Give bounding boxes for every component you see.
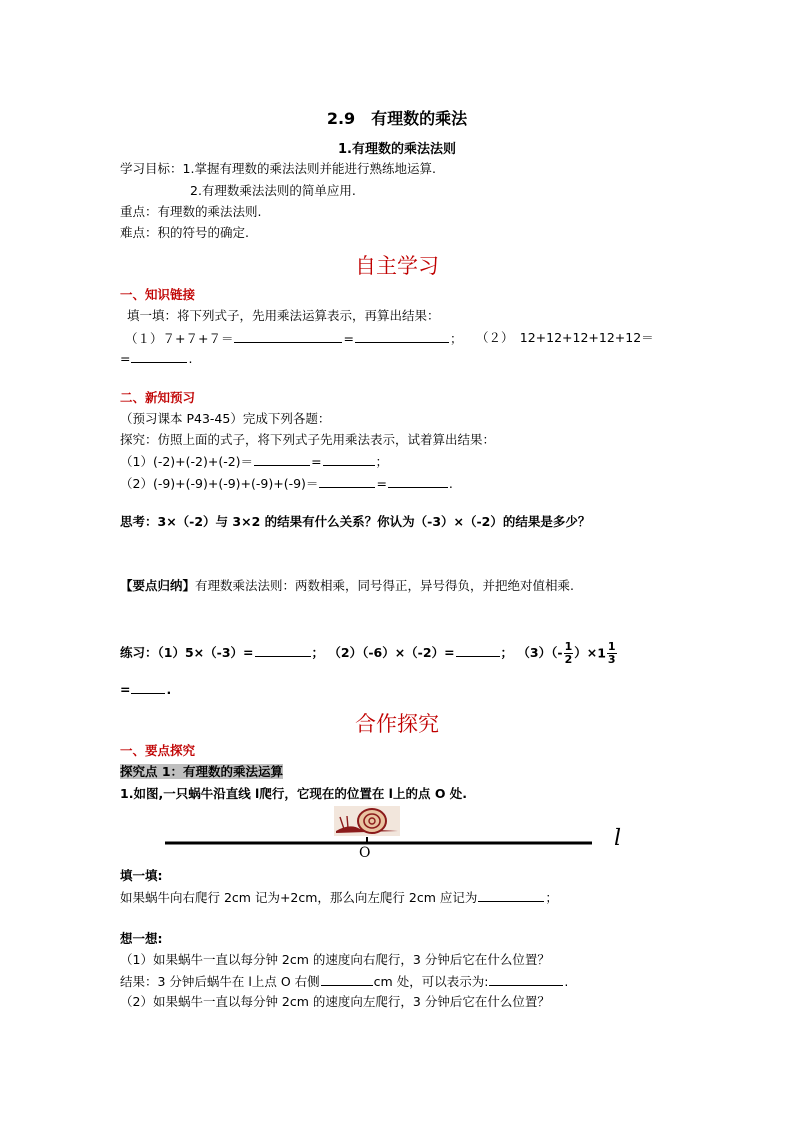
line-label: l — [614, 826, 622, 851]
e2-blank-1[interactable] — [319, 474, 375, 488]
fill-text: 如果蜗牛向右爬行 2cm 记为+2cm，那么向左爬行 2cm 应记为 — [120, 890, 478, 905]
origin-label: O — [359, 845, 371, 861]
goal-1: 1.掌握有理数的乘法法则并能进行熟练地运算. — [182, 161, 436, 176]
q2-eq: = — [120, 351, 131, 366]
mixed-number: 1 $\frac{1}{3}$ — [597, 640, 616, 667]
practice-3-b: ）× — [574, 645, 598, 660]
practice-line — [120, 635, 618, 671]
fill-end: ； — [545, 890, 558, 905]
coop-heading: 一、要点探究 — [120, 743, 196, 758]
part1-question-2-cont — [120, 349, 192, 368]
q1-blank-1[interactable] — [234, 329, 342, 343]
e1-blank-1[interactable] — [254, 452, 310, 466]
e2-text: （2）(-9)+(-9)+(-9)+(-9)+(-9)＝ — [120, 476, 319, 491]
e2-eq: = — [376, 476, 387, 491]
part1-heading: 一、知识链接 — [120, 287, 196, 302]
fill-blank[interactable] — [478, 888, 544, 902]
explore-point — [120, 763, 283, 781]
result-1-blank-1[interactable] — [321, 972, 373, 986]
result-1 — [120, 972, 568, 991]
q1-sep: ； — [449, 331, 463, 346]
part2-explore: 探究：仿照上面的式子，将下列式子先用乘法表示，试着算出结果： — [120, 432, 496, 447]
section-self-study: 自主学习 — [355, 254, 439, 278]
q2-end: . — [188, 351, 193, 366]
explore-point-label: 探究点 1：有理数的乘法运算 — [120, 764, 284, 779]
q1-text: （１）７+７+７＝ — [125, 331, 234, 346]
page-subtitle: 1.有理数的乘法法则 — [338, 142, 456, 157]
result-1-end: . — [564, 974, 569, 989]
summary-text: 有理数乘法法则：两数相乘，同号得正，异号得负，并把绝对值相乘. — [195, 578, 574, 593]
goal-2: 2.有理数乘法法则的简单应用. — [190, 183, 356, 198]
e1-text: （1）(-2)+(-2)+(-2)＝ — [120, 454, 254, 469]
practice-3-result — [120, 680, 171, 699]
think-question: 思考：3×（-2）与 3×2 的结果有什么关系？你认为（-3）×（-2）的结果是多少？ — [120, 514, 591, 529]
snail-icon — [334, 806, 400, 836]
difficulty: 难点：积的符号的确定. — [120, 225, 249, 240]
practice-1-end: ； — [311, 645, 325, 660]
coop-question-1: 1.如图,一只蜗牛沿直线 l爬行，它现在的位置在 l上的点 O 处. — [120, 786, 468, 801]
part1-question-2: （２） 12+12+12+12+12＝ — [476, 330, 654, 345]
practice-label: 练习： — [120, 645, 158, 660]
explore-question-2 — [120, 474, 453, 493]
e1-eq: = — [311, 454, 322, 469]
think-1: （1）如果蜗牛一直以每分钟 2cm 的速度向右爬行，3 分钟后它在什么位置？ — [120, 952, 550, 967]
practice-3-eq: = — [120, 682, 131, 697]
key-point: 重点：有理数的乘法法则. — [120, 204, 262, 219]
e1-blank-2[interactable] — [323, 452, 375, 466]
summary-label: 【要点归纳】 — [120, 578, 196, 593]
summary — [120, 577, 574, 595]
part1-intro: 填一填：将下列式子，先用乘法运算表示，再算出结果： — [127, 308, 440, 323]
snail-line-figure — [160, 805, 640, 865]
e1-end: ； — [375, 454, 389, 469]
practice-1-blank[interactable] — [255, 643, 311, 657]
practice-3-a: （3）（- — [517, 645, 563, 660]
section-coop: 合作探究 — [355, 712, 439, 736]
practice-3-end: . — [166, 682, 172, 697]
part1-question-1 — [125, 329, 462, 348]
practice-1: （1）5×（-3）= — [157, 645, 254, 660]
practice-2-blank[interactable] — [456, 643, 500, 657]
practice-2-end: ； — [500, 645, 514, 660]
goals-label: 学习目标： — [120, 161, 183, 176]
practice-2: （2）（-6）×（-2）= — [328, 645, 455, 660]
part2-preview: （预习课本 P43-45）完成下列各题： — [120, 411, 331, 426]
think-2: （2）如果蜗牛一直以每分钟 2cm 的速度向左爬行，3 分钟后它在什么位置？ — [120, 994, 550, 1009]
fraction-one-half: $\frac{1}{2}$ — [564, 640, 573, 666]
result-1-blank-2[interactable] — [489, 972, 563, 986]
q1-blank-2[interactable] — [355, 329, 449, 343]
practice-3-blank[interactable] — [131, 680, 165, 694]
result-1-b: cm 处，可以表示为: — [373, 974, 489, 989]
part2-heading: 二、新知预习 — [120, 390, 196, 405]
q2-blank[interactable] — [131, 349, 187, 363]
e2-blank-2[interactable] — [388, 474, 448, 488]
page-title: 2.9 有理数的乘法 — [326, 109, 468, 128]
e2-end: . — [448, 476, 453, 491]
result-1-a: 结果：3 分钟后蜗牛在 l上点 O 右侧 — [120, 974, 320, 989]
explore-question-1 — [120, 452, 388, 471]
fill-question — [120, 888, 558, 907]
think-heading: 想一想: — [120, 931, 163, 946]
q1-eq: = — [343, 331, 354, 346]
fill-heading: 填一填: — [120, 868, 163, 883]
learning-goals — [120, 160, 436, 178]
